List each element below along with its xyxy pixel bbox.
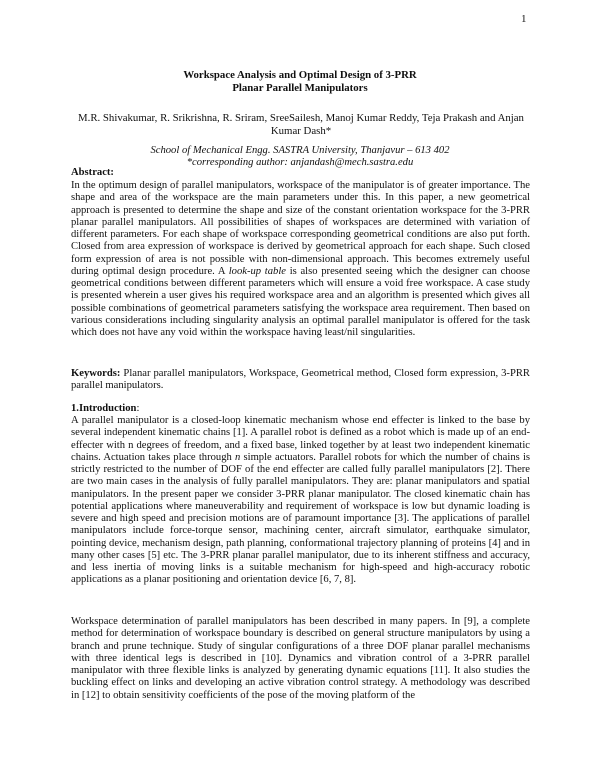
introduction-heading bbox=[71, 403, 530, 415]
author-list: M.R. Shivakumar, R. Srikrishna, R. Sriram, SreeSailesh, Manoj Kumar Reddy, Teja Prakash and Anjan Kumar Dash* bbox=[78, 112, 524, 137]
introduction-paragraph-2: Workspace determination of parallel manipulators has been described in many papers. In [9], a complete method for determination of workspace boundary is described on general structure manipulators by using a branch and prune technique. Study of singular configurations of a three DOF planar parallel mechanisms with three identical legs is described in [10]. Dynamics and vibration control of a 3-PRR parallel manipulator with three flexible links is analyzed by generating dynamic equations [11]. It also studies the buckling effect on links and developing an active vibration control strategy. A methodology was described in [12] to obtain sensitivity coefficients of the pose of the moving platform of the bbox=[71, 616, 530, 701]
abstract-text: In the optimum design of parallel manipulators, workspace of the manipulator is of greater importance. The shape and area of the workspace are the main parameters under this. In this paper, a new geometrical approach is presented to determine the shape and size of the constant orientation workspace for the 3-PRR planar parallel manipulators. All possibilities of shapes of workspaces are determined with variation of different parameters. For each shape of workspace corresponding geometrical conditions are also put forth. Closed from area expression of workspace is derived by geometrical approach for each shape. Such closed form expression of area is not possible with non-dimensional approach. This becomes extremely useful during optimal design procedure. A bbox=[71, 180, 530, 277]
corresponding-author: *corresponding author: anjandash@mech.sastra.edu bbox=[186, 157, 414, 169]
affiliation-block bbox=[0, 145, 600, 170]
page-number: 1 bbox=[521, 13, 527, 25]
affiliation: School of Mechanical Engg. SASTRA University, Thanjavur – 613 402 bbox=[150, 145, 450, 156]
paper-title bbox=[0, 69, 600, 94]
abstract-heading: Abstract: bbox=[71, 167, 114, 178]
title-line-2: Planar Parallel Manipulators bbox=[232, 81, 368, 94]
keywords-text: Planar parallel manipulators, Workspace, Geometrical method, Closed form expression, 3-PRR parallel manipulators. bbox=[71, 368, 530, 392]
abstract-body bbox=[71, 180, 530, 339]
keywords-label: Keywords: bbox=[71, 368, 121, 379]
abstract-italic-term: look-up table bbox=[228, 265, 286, 277]
introduction-paragraph-1 bbox=[71, 415, 530, 587]
keywords bbox=[71, 368, 530, 393]
heading-colon: : bbox=[136, 403, 140, 414]
intro-p1-text: A parallel manipulator is a closed-loop kinematic mechanism whose end effecter is linked to the base by several independent kinematic chains [1]. A parallel robot is defined as a robot which is made up of an end-effecter with n degrees of freedom, and a fixed base, linked together by at least two independent kinematic chains. Actuation takes place through bbox=[71, 415, 530, 463]
intro-p1-italic: n bbox=[235, 451, 241, 463]
intro-p1-text-cont: simple actuators. Parallel robots for which the number of chains is strictly restricted to the number of DOF of the end effecter are called fully parallel manipulators [2]. There are two main cases in the analysis of fully parallel manipulators. They are: planar manipulators and spatial manipulators. In the present paper we consider 3-PRR planar manipulator. The closed kinematic chain has potential applications where maneuverability and requirement of workspace is low but dynamic loading is severe and high speed and precision motions are of paramount importance [3]. The applications of parallel manipulators include force-torque sensor, machining center, aircraft simulator, earthquake simulator, pointing device, mechanism design, path planning, conformational trajectory planning of proteins [4] and in many other cases [5] etc. The 3-PRR planar parallel manipulator, due to its inherent stiffness and accuracy, and less inertia of moving links is a suitable mechanism for high-speed and high-accuracy robotic applications as a planar positioning and orientation device [6, 7, 8]. bbox=[71, 451, 531, 586]
abstract-text-cont: is also presented seeing which the designer can choose geometrical conditions between different parameters which will ensure a void free workspace. A case study is presented wherein a user gives his required workspace area and an algorithm is presented which gives all possible combinations of geometrical parameters satisfying the workspace area requirement. Then based on various considerations including singularity analysis an optimal parallel manipulator is offered for the task which does not have any void within the workspace having least/nil singularities. bbox=[71, 265, 530, 338]
introduction-heading-text: 1.Introduction bbox=[71, 403, 137, 414]
title-line-1: Workspace Analysis and Optimal Design of 3-PRR bbox=[183, 69, 417, 81]
